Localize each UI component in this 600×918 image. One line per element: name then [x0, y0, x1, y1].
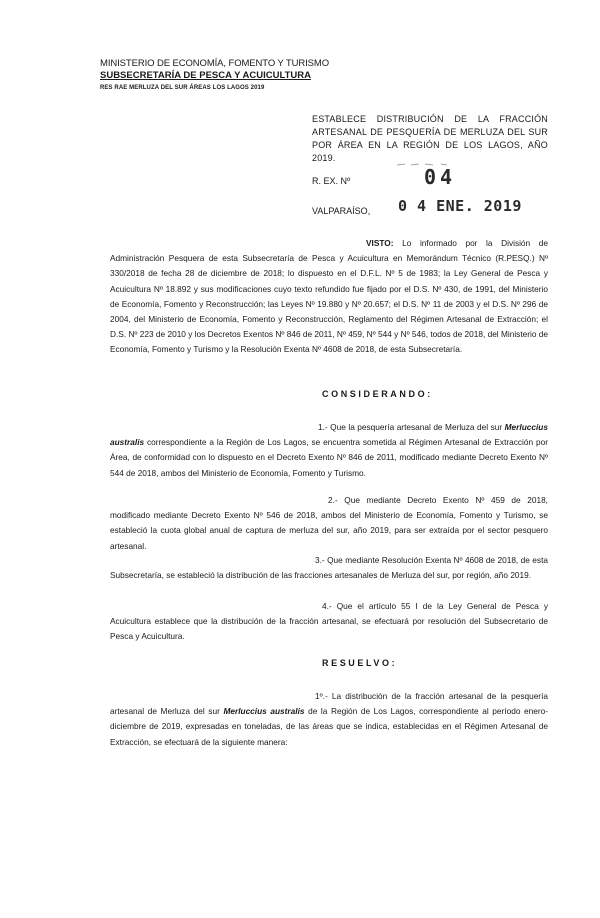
species-name: Merluccius australis [110, 422, 548, 448]
date-stamp: 0 4 ENE. 2019 [398, 197, 522, 215]
considerando-4-text: 4.- Que el artículo 55 I de la Ley General de Pesca y Acuicultura establece que la distribución de la fracción artesanal, se efectuará por resolución del Subsecretario de Pesca y Acuicultura. [110, 601, 548, 642]
considerando-heading: CONSIDERANDO: [322, 389, 433, 399]
ministry-name: MINISTERIO DE ECONOMÍA, FOMENTO Y TURISMO [100, 58, 330, 69]
considerando-1 [110, 420, 548, 481]
considerando-2 [110, 493, 548, 554]
visto-text: Lo informado por la División de Administración Pesquera de esta Subsecretaría de Pesca y Acuicultura en Memorándum Técnico (R.PESQ.) Nº 330/2018 de fecha 28 de diciembre de 2018; lo dispuesto en el D.F.L. Nº 5 de 1983; la Ley General de Pesca y Acuicultura Nº 18.892 y sus modificaciones cuyo texto refundido fue fijado por el D.S. Nº 430, de 1991, del Ministerio de Economía, Fomento y Reconstrucción; las Leyes Nº 19.880 y Nº 20.657; el D.S. Nº 11 de 2003 y el D.S. Nº 296 de 2004, del Ministerio de Economía, Fomento y Reconstrucción, Reglamento del Régimen Artesanal de Extracción; el D.S. Nº 223 de 2010 y los Decretos Exentos Nº 846 de 2011, Nº 459, Nº 544 y Nº 546, todos de 2018, del Ministerio de Economía, Fomento y Turismo y la Resolución Exenta Nº 4608 de 2018, de esta Subsecretaría. [110, 238, 548, 355]
resuelvo-1 [110, 689, 548, 750]
resolution-number-label: R. EX. Nº [312, 176, 351, 186]
resolution-number-stamp: 04 [424, 165, 457, 189]
resuelvo-heading: RESUELVO: [322, 658, 398, 668]
considerando-2-text: 2.- Que mediante Decreto Exento Nº 459 de 2018, modificado mediante Decreto Exento Nº 546 de 2018, ambos del Ministerio de Economía, Fomento y Turismo, se estableció la cuota global anual de captura de merluza del sur, año 2019, para ser extraída por el sector pesquero artesanal. [110, 495, 548, 551]
visto-lead: VISTO: [366, 238, 394, 248]
considerando-3 [110, 553, 548, 583]
visto-paragraph [110, 236, 548, 358]
resolution-title: ESTABLECE DISTRIBUCIÓN DE LA FRACCIÓN ARTESANAL DE PESQUERÍA DE MERLUZA DEL SUR POR ÁREA EN LA REGIÓN DE LOS LAGOS, AÑO 2019. [312, 114, 548, 163]
species-name-resuelvo: Merluccius australis [223, 706, 305, 717]
resuelvo-1-text-cont: de la Región de Los Lagos, correspondiente al período enero-diciembre de 2019, expresadas en toneladas, de las áreas que se indica, establecidas en el Régimen Artesanal de Extracción, se efectuará de la siguiente manera: [110, 706, 549, 747]
considerando-1-text: 1.- Que la pesquería artesanal de Merluza del sur [318, 422, 505, 432]
subsecretaria-name: SUBSECRETARÍA DE PESCA Y ACUICULTURA [100, 70, 311, 81]
considerando-4 [110, 599, 548, 645]
reference-code: RES RAE MERLUZA DEL SUR ÁREAS LOS LAGOS 2019 [100, 85, 265, 91]
letterhead [100, 58, 360, 93]
place-label: VALPARAÍSO, [312, 206, 371, 216]
resuelvo-1-text: 1º.- La distribución de la fracción artesanal de la pesquería artesanal de Merluza del sur [110, 691, 548, 717]
considerando-3-text: 3.- Que mediante Resolución Exenta Nº 4608 de 2018, de esta Subsecretaría, se estableció la distribución de las fracciones artesanales de Merluza del sur, por región, año 2019. [110, 555, 548, 581]
considerando-1-text-cont: correspondiente a la Región de Los Lagos, se encuentra sometida al Régimen Artesanal de Extracción por Área, de conformidad con lo dispuesto en el Decreto Exento Nº 846 de 2011, modificado mediante Decreto Exento Nº 544 de 2018, ambos del Ministerio de Economía, Fomento y Turismo. [110, 437, 548, 478]
